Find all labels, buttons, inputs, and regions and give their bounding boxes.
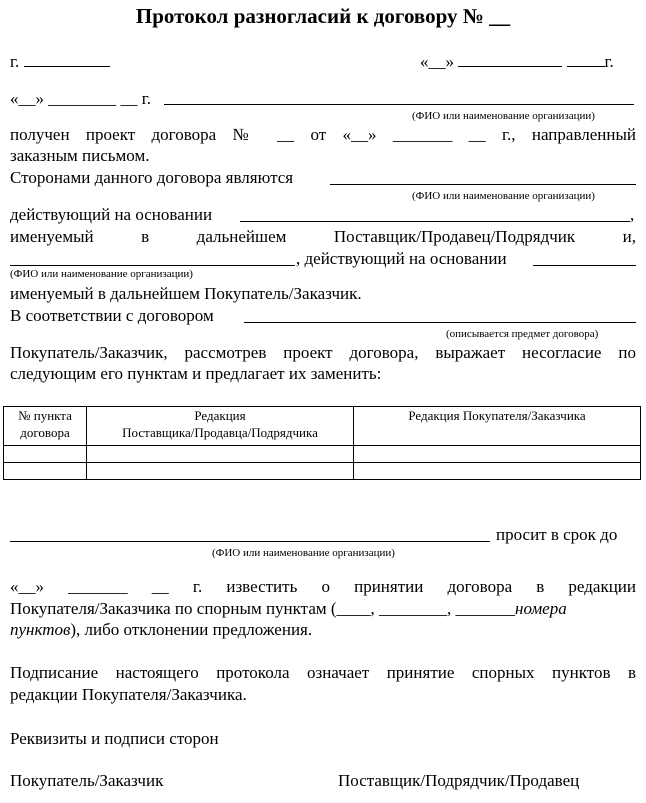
first-party-line: [10, 89, 151, 109]
table-cell[interactable]: [87, 463, 354, 480]
notify-line-2: [10, 599, 567, 619]
table-row: [4, 446, 641, 463]
parties-intro: Сторонами данного договора являются: [10, 168, 294, 187]
notify-numbers-label: номера: [515, 599, 567, 618]
in-accordance: В соответствии с договором: [10, 306, 214, 325]
city-line: [10, 52, 110, 72]
signing-line-1: Подписание настоящего протокола означает принятие спорных пунктов в: [10, 663, 636, 682]
header-clause-number-line2: договора: [20, 425, 70, 440]
registered-mail: заказным письмом.: [10, 146, 150, 165]
header-buyer-version: [354, 407, 641, 446]
acting-basis: действующий на основании: [10, 205, 213, 224]
document-title: Протокол разногласий к договору № __: [135, 4, 511, 28]
disagreements-table: [3, 406, 641, 480]
first-party-blank[interactable]: [164, 89, 634, 105]
table-cell[interactable]: [354, 463, 641, 480]
requisites-heading: Реквизиты и подписи сторон: [10, 729, 219, 748]
referred-buyer: именуемый в дальнейшем Покупатель/Заказчик.: [10, 284, 362, 303]
basis-blank[interactable]: [240, 205, 630, 222]
header-supplier-version-line1: Редакция: [194, 408, 246, 423]
fio-hint-2: (ФИО или наименование организации): [412, 190, 595, 202]
basis-blank-2[interactable]: [533, 249, 636, 266]
party-blank[interactable]: [330, 168, 636, 185]
notify-line-2-text: Покупателя/Заказчика по спорным пунктам (____, ________, _______: [10, 599, 516, 618]
header-supplier-version: [87, 407, 354, 446]
date-open: «__»: [420, 52, 454, 71]
second-party-blank[interactable]: [10, 249, 295, 266]
header-clause-number-line1: № пункта: [18, 408, 72, 423]
asks-deadline: просит в срок до: [496, 525, 618, 544]
header-supplier-version-line2: Поставщика/Продавца/Подрядчика: [122, 425, 318, 440]
signing-line-2: редакции Покупателя/Заказчика.: [10, 685, 247, 704]
buyer-signature-label: Покупатель/Заказчик: [10, 771, 164, 790]
notify-line-3-text: ), либо отклонении предложения.: [70, 620, 313, 639]
table-header-row: [4, 407, 641, 446]
year-suffix: г.: [604, 52, 614, 71]
disagreement-line-1: Покупатель/Заказчик, рассмотрев проект договора, выражает несогласие по: [10, 343, 636, 362]
requester-blank[interactable]: [10, 525, 490, 542]
subject-hint: (описывается предмет договора): [446, 328, 599, 340]
notify-items-label: пунктов: [10, 620, 71, 639]
notify-line-3: [10, 620, 312, 640]
table-cell[interactable]: [354, 446, 641, 463]
month-blank[interactable]: [458, 52, 562, 67]
received-line: получен проект договора № __ от «__» _______ __ г., направленный: [10, 125, 636, 144]
supplier-signature-label: Поставщик/Подрядчик/Продавец: [338, 771, 580, 790]
table-cell[interactable]: [87, 446, 354, 463]
fio-hint-1: (ФИО или наименование организации): [412, 110, 595, 122]
header-buyer-version-label: Редакция Покупателя/Заказчика: [408, 408, 586, 423]
referred-supplier: именуемый в дальнейшем Поставщик/Продавец/Подрядчик и,: [10, 227, 636, 246]
fio-hint-4: (ФИО или наименование организации): [212, 547, 395, 559]
subject-blank[interactable]: [244, 306, 636, 323]
city-blank[interactable]: [24, 52, 110, 67]
city-prefix: г.: [10, 52, 20, 71]
year-blank[interactable]: [567, 52, 605, 67]
notify-line-1: «__» _______ __ г. известить о принятии договора в редакции: [10, 577, 636, 596]
table-cell[interactable]: [4, 463, 87, 480]
comma: ,: [630, 205, 635, 224]
disagreement-line-2: следующим его пунктам и предлагает их заменить:: [10, 364, 382, 383]
table-cell[interactable]: [4, 446, 87, 463]
first-party-date: «__» ________ __ г.: [10, 89, 152, 108]
fio-hint-3: (ФИО или наименование организации): [10, 268, 193, 280]
acting-basis-2: , действующий на основании: [296, 249, 507, 268]
header-clause-number: [4, 407, 87, 446]
date-line: [420, 52, 614, 72]
table-row: [4, 463, 641, 480]
